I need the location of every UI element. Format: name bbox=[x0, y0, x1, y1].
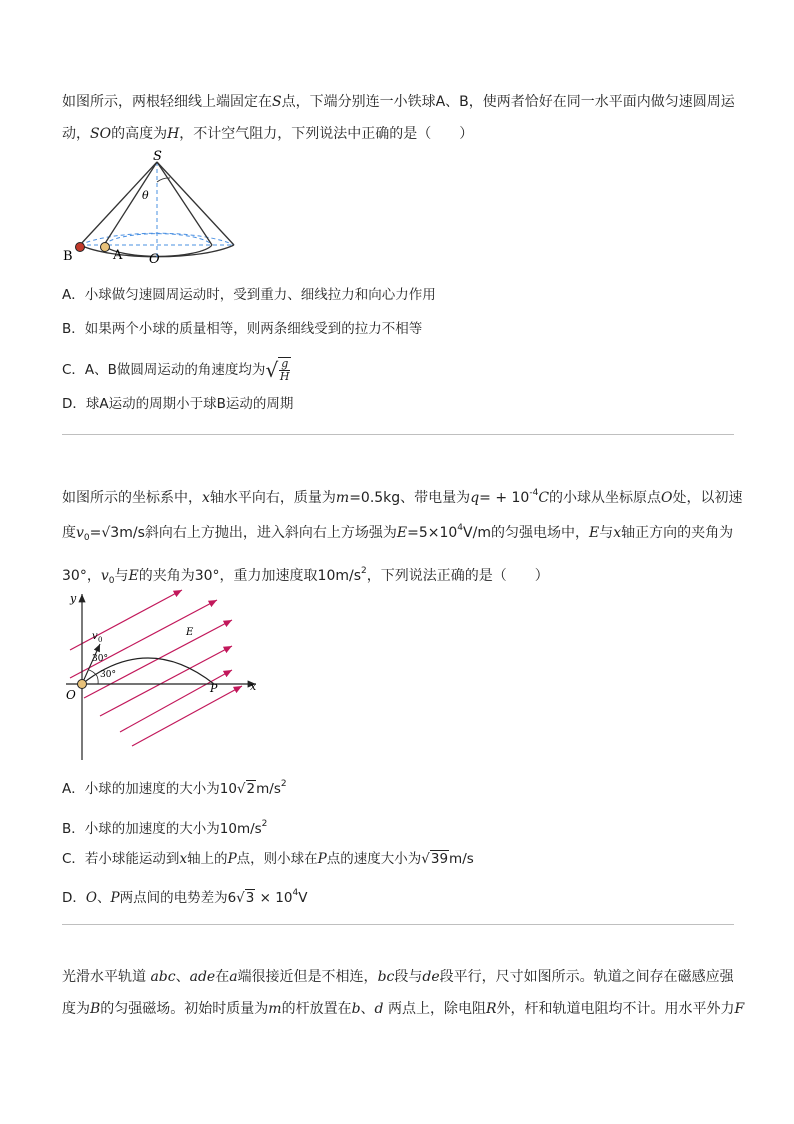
q1-label-O: O bbox=[149, 252, 160, 267]
q1-label-S: S bbox=[153, 149, 162, 164]
q2-angle-2: 30° bbox=[100, 670, 116, 680]
q1-label-B: B bbox=[63, 249, 73, 264]
q1-label-A: A bbox=[113, 248, 123, 263]
q3-stem-line1: 光滑水平轨道 abc、ade在a端很接近但是不相连，bc段与de段平行，尺寸如图所示。轨道之间存在磁感应强 bbox=[62, 969, 734, 985]
q2-label-v: v bbox=[92, 631, 98, 642]
q2-field-figure bbox=[62, 588, 267, 766]
q2-option-a[interactable]: A．小球的加速度的大小为$10√2m/s^2$ bbox=[62, 779, 287, 797]
q1-option-d[interactable]: D．球A运动的周期小于球B运动的周期 bbox=[62, 396, 294, 412]
q2-label-y: y bbox=[70, 592, 77, 605]
q2-option-d[interactable]: D．O、P两点间的电势差为$6√3 \times 10^4V$ bbox=[62, 888, 308, 906]
q1-option-c[interactable]: C．A、B做圆周运动的角速度均为√ $\frac{g}{H}$ bbox=[62, 357, 290, 383]
q2-stem-line2: 度$v_0=√3m/s$斜向右上方抛出，进入斜向右上方场强为$E=5\times 10^4V/m$的匀强电场中，E与x轴正方向的夹角为 bbox=[62, 523, 734, 543]
q2-option-b[interactable]: B．小球的加速度的大小为$10m/s^2$ bbox=[62, 819, 268, 837]
q2-label-P: P bbox=[210, 682, 218, 695]
q3-stem-line2: 度为B的匀强磁场。初始时质量为m的杆放置在b、d 两点上，除电阻R外，杆和轨道电阻均不计。用水平外力F bbox=[62, 1001, 745, 1017]
q1-option-c-fraction: $\frac{g}{H}$ bbox=[279, 357, 290, 383]
q2-stem-line1: 如图所示的坐标系中，x轴水平向右，质量为m=0.5kg、带电量为$q= + 10^{-4}C$的小球从坐标原点O处，以初速 bbox=[62, 488, 743, 506]
q2-label-vsub: 0 bbox=[98, 636, 103, 644]
q1-stem-line1: 如图所示，两根轻细线上端固定在S点，下端分别连一小铁球A、B，使两者恰好在同一水平面内做匀速圆周运 bbox=[62, 94, 735, 110]
q2-label-x: x bbox=[250, 680, 257, 693]
divider bbox=[62, 924, 734, 925]
q2-label-E: E bbox=[186, 627, 194, 638]
q1-label-theta: θ bbox=[142, 189, 149, 202]
divider bbox=[62, 434, 734, 435]
q2-angle-1: 30° bbox=[92, 654, 108, 664]
q1-option-b[interactable]: B．如果两个小球的质量相等，则两条细线受到的拉力不相等 bbox=[62, 321, 423, 337]
q1-cone-figure bbox=[60, 148, 245, 268]
q2-stem-line3: 30°，$v_0$与E的夹角为30°，重力加速度取$10m/s^2$，下列说法正确的是（ ） bbox=[62, 566, 549, 586]
q2-label-O: O bbox=[66, 688, 76, 702]
q1-option-a[interactable]: A．小球做匀速圆周运动时，受到重力、细线拉力和向心力作用 bbox=[62, 287, 436, 303]
q1-stem-line2: 动，SO的高度为H，不计空气阻力，下列说法中正确的是（ ） bbox=[62, 126, 474, 142]
q2-option-c[interactable]: C．若小球能运动到x轴上的P点，则小球在P点的速度大小为√39m/s bbox=[62, 851, 474, 867]
